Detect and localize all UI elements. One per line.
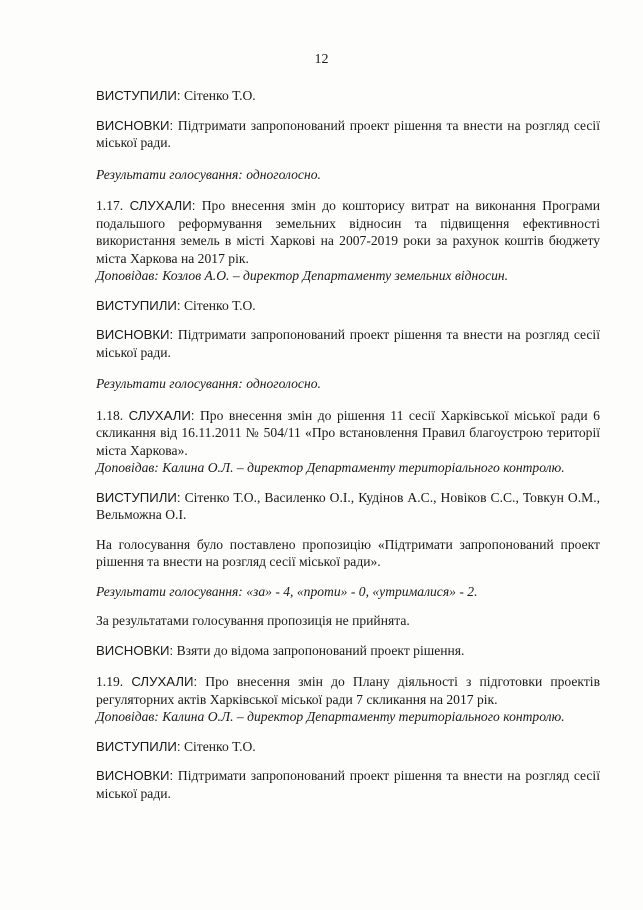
conclusion-label: ВИСНОВКИ:: [96, 117, 174, 133]
voting-result: Результати голосування: одноголосно.: [96, 166, 321, 182]
conclusion-text: Підтримати запропонований проект рішення та внести на розгляд сесії міської ради.: [96, 327, 600, 360]
item-text: Про внесення змін до Плану діяльності з підготовки проектів регуляторних актів Харківської міської ради 7 скликання на 2017 рік.: [96, 674, 600, 707]
heard-label: СЛУХАЛИ:: [131, 674, 198, 689]
conclusion-paragraph: [96, 326, 600, 361]
item-number: 1.17.: [96, 198, 124, 213]
speakers-label: ВИСТУПИЛИ:: [96, 738, 181, 754]
page-number: 12: [314, 52, 329, 67]
outcome-line: За результатами голосування пропозиція не прийнята.: [96, 613, 410, 628]
proposal-paragraph: На голосування було поставлено пропозицію «Підтримати запропонований проект рішення та внести на розгляд сесії міської ради».: [96, 536, 600, 569]
heard-label: СЛУХАЛИ:: [128, 407, 195, 423]
item-text: Про внесення змін до рішення 11 сесії Харківської міської ради 6 скликання від 16.11.2011 № 504/11 «Про встановлення Правил благоустрою території міста Харкова».: [96, 407, 600, 458]
reporter-line: Доповідав: Калина О.Л. – директор Департаменту територіального контролю.: [96, 709, 565, 724]
heard-label: СЛУХАЛИ:: [129, 198, 196, 213]
conclusion-text: Підтримати запропонований проект рішення та внести на розгляд сесії міської ради.: [96, 117, 600, 150]
speakers-text: Сітенко Т.О.: [180, 297, 256, 313]
speakers-text: Сітенко Т.О.: [180, 88, 256, 103]
speakers-text: Сітенко Т.О., Василенко О.І., Кудінов А.С., Новіков С.С., Товкун О.М., Вельможна О.І.: [96, 489, 600, 522]
speakers-label: ВИСТУПИЛИ:: [96, 88, 181, 103]
item-number: 1.18.: [96, 407, 124, 423]
agenda-item-1-17: [96, 197, 600, 267]
conclusion-paragraph: [96, 117, 600, 152]
conclusion-label: ВИСНОВКИ:: [96, 642, 174, 658]
conclusion-label: ВИСНОВКИ:: [96, 768, 174, 783]
reporter-line: Доповідав: Козлов А.О. – директор Департаменту земельних відносин.: [96, 268, 509, 283]
agenda-item-1-18: [96, 407, 600, 460]
item-text: Про внесення змін до кошторису витрат на виконання Програми подальшого реформування земельних відносин та підвищення ефективності використання земель в місті Харкові на 2007-2019 роки за рахунок коштів бюджету міста Харкова на 2017 рік.: [96, 198, 600, 266]
reporter-line: Доповідав: Калина О.Л. – директор Департаменту територіального контролю.: [96, 460, 565, 475]
agenda-item-1-19: [96, 673, 600, 708]
speakers-label: ВИСТУПИЛИ:: [96, 489, 181, 505]
speakers-label: ВИСТУПИЛИ:: [96, 297, 181, 313]
speakers-line: [96, 738, 600, 756]
document-body: [96, 87, 600, 802]
conclusion-label: ВИСНОВКИ:: [96, 327, 174, 342]
top-scan-mark: [316, 0, 356, 4]
conclusion-paragraph: [96, 767, 600, 802]
item-number: 1.19.: [96, 674, 124, 689]
conclusion-text: Підтримати запропонований проект рішення та внести на розгляд сесії міської ради.: [96, 768, 600, 801]
voting-result: Результати голосування: «за» - 4, «проти» - 0, «утрималися» - 2.: [96, 583, 478, 599]
conclusion-paragraph: [96, 642, 600, 660]
speakers-line: [96, 489, 600, 524]
conclusion-text: Взяти до відома запропонований проект рішення.: [173, 642, 465, 658]
voting-result: Результати голосування: одноголосно.: [96, 376, 321, 391]
speakers-line: [96, 87, 600, 105]
speakers-text: Сітенко Т.О.: [180, 738, 256, 754]
speakers-line: [96, 297, 600, 315]
